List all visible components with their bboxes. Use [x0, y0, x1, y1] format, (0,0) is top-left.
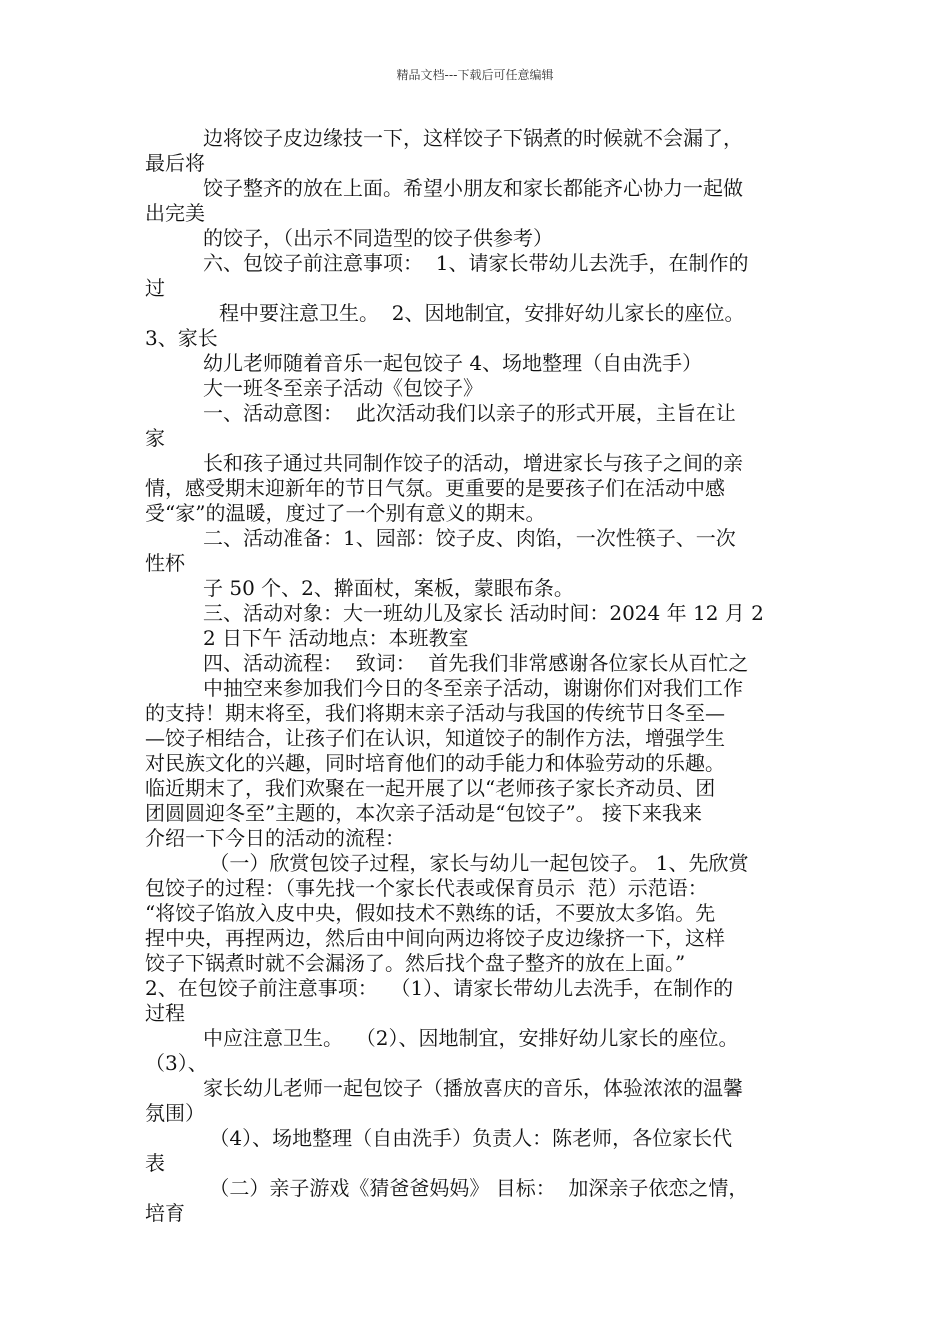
text-line: 2 日下午 活动地点：本班教室 — [203, 626, 469, 650]
text-line: “将饺子馅放入皮中央，假如技术不熟练的话，不要放太多馅。先 — [145, 901, 716, 925]
text-line: 对民族文化的兴趣，同时培育他们的动手能力和体验劳动的乐趣。 — [145, 751, 725, 775]
text-line: 培育 — [145, 1201, 185, 1225]
page-header: 精品文档---下载后可任意编辑 — [396, 68, 554, 82]
text-line: 过 — [145, 276, 165, 300]
text-line: 边将饺子皮边缘技一下，这样饺子下锅煮的时候就不会漏了， — [203, 126, 743, 150]
text-line: 表 — [145, 1151, 165, 1175]
text-line: —饺子相结合，让孩子们在认识，知道饺子的制作方法，增强学生 — [145, 726, 725, 750]
text-line: 饺子下锅煮时就不会漏汤了。然后找个盘子整齐的放在上面。” — [145, 951, 686, 975]
text-line: 的饺子，（出示不同造型的饺子供参考） — [203, 226, 553, 250]
text-line: 过程 — [145, 1001, 185, 1025]
text-line: 三、活动对象：大一班幼儿及家长 活动时间：2024 年 12 月 2 — [203, 601, 764, 625]
text-line: （一）欣赏包饺子过程，家长与幼儿一起包饺子。 1、先欣赏 — [203, 851, 749, 875]
text-line: 介绍一下今日的活动的流程： — [145, 826, 405, 850]
text-line: （4）、场地整理（自由洗手）负责人：陈老师，各位家长代 — [203, 1126, 733, 1150]
text-line: 大一班冬至亲子活动《包饺子》 — [203, 376, 483, 400]
text-line: 性杯 — [145, 551, 185, 575]
text-line: 中抽空来参加我们今日的冬至亲子活动，谢谢你们对我们工作 — [203, 676, 743, 700]
text-line: 氛围） — [145, 1101, 205, 1125]
text-line: 长和孩子通过共同制作饺子的活动，增进家长与孩子之间的亲 — [203, 451, 743, 475]
text-line: 一、活动意图： 此次活动我们以亲子的形式开展，主旨在让 — [203, 401, 736, 425]
text-line: 四、活动流程： 致词： 首先我们非常感谢各位家长从百忙之 — [203, 651, 749, 675]
text-line: 六、包饺子前注意事项： 1、请家长带幼儿去洗手，在制作的 — [203, 251, 749, 275]
text-line: 家 — [145, 426, 165, 450]
document-body — [145, 126, 817, 1226]
text-line: 饺子整齐的放在上面。希望小朋友和家长都能齐心协力一起做 — [203, 176, 743, 200]
text-line: 二、活动准备：1、园部：饺子皮、肉馅，一次性筷子、一次 — [203, 526, 736, 550]
text-line: （3）、 — [145, 1051, 208, 1075]
text-line: 受“家”的温暖，度过了一个别有意义的期末。 — [145, 501, 546, 525]
text-line: 临近期末了，我们欢聚在一起开展了以“老师孩子家长齐动员、团 — [145, 776, 716, 800]
text-line: 包饺子的过程：（事先找一个家长代表或保育员示 范）示范语： — [145, 876, 708, 900]
text-line: 情，感受期末迎新年的节日气氛。更重要的是要孩子们在活动中感 — [145, 476, 725, 500]
text-line: 团圆圆迎冬至”主题的，本次亲子活动是“包饺子”。 接下来我来 — [145, 801, 703, 825]
text-line: 的支持！期末将至，我们将期末亲子活动与我国的传统节日冬至— — [145, 701, 725, 725]
text-line: 2、在包饺子前注意事项： （1）、请家长带幼儿去洗手，在制作的 — [145, 976, 734, 1000]
text-line: 幼儿老师随着音乐一起包饺子 4、场地整理（自由洗手） — [203, 351, 703, 375]
text-line: 程中要注意卫生。 2、因地制宜，安排好幼儿家长的座位。 — [219, 301, 745, 325]
text-line: 子 50 个、2、擀面杖，案板，蒙眼布条。 — [203, 576, 574, 600]
text-line: 出完美 — [145, 201, 205, 225]
text-line: 最后将 — [145, 151, 205, 175]
text-line: 家长幼儿老师一起包饺子（播放喜庆的音乐，体验浓浓的温馨 — [203, 1076, 743, 1100]
text-line: 3、家长 — [145, 326, 218, 350]
text-line: 中应注意卫生。 （2）、因地制宜，安排好幼儿家长的座位。 — [203, 1026, 739, 1050]
text-line: （二）亲子游戏《猜爸爸妈妈》 目标： 加深亲子依恋之情， — [203, 1176, 749, 1200]
text-line: 捏中央，再捏两边，然后由中间向两边将饺子皮边缘挤一下，这样 — [145, 926, 725, 950]
